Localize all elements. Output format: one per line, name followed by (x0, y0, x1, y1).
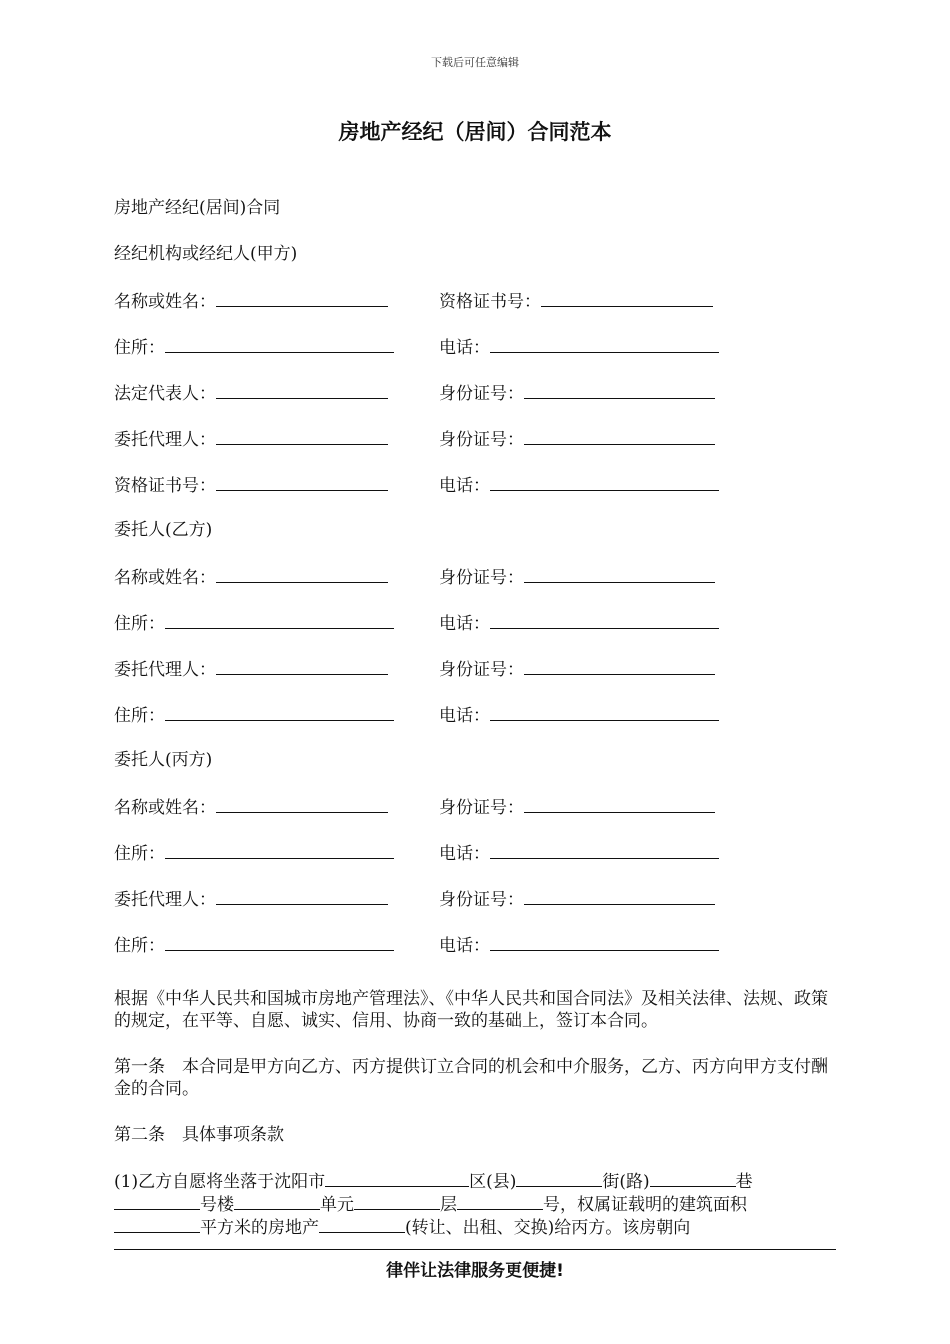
field-label: 身份证号： (439, 568, 524, 588)
fill-blank[interactable] (524, 564, 715, 583)
field-label: 电话： (439, 706, 490, 726)
field-label: 身份证号： (439, 430, 524, 450)
clause-text: (转让、出租、交换)给丙方。该房朝向 (405, 1218, 691, 1238)
clause-text: 层 (440, 1195, 457, 1215)
contract-subtitle: 房地产经纪(居间)合同 (114, 198, 281, 218)
fill-blank[interactable] (490, 334, 719, 353)
field-row (114, 288, 836, 334)
article-2-heading: 第二条 具体事项条款 (114, 1125, 284, 1145)
footer-divider (114, 1249, 836, 1250)
field-label: 资格证书号： (114, 476, 216, 496)
fill-blank[interactable] (216, 472, 388, 491)
fill-blank[interactable] (524, 886, 715, 905)
field-label: 名称或姓名： (114, 568, 216, 588)
clause-text: 号，权属证载明的建筑面积 (543, 1195, 747, 1215)
field-label: 名称或姓名： (114, 292, 216, 312)
party-a-heading: 经纪机构或经纪人(甲方) (114, 244, 298, 264)
fill-blank[interactable] (490, 702, 719, 721)
field-label: 住所： (114, 706, 165, 726)
clause-text: 平方米的房地产 (200, 1218, 319, 1238)
fill-blank[interactable] (165, 610, 394, 629)
field-label: 委托代理人： (114, 660, 216, 680)
fill-blank[interactable] (165, 334, 394, 353)
field-row (114, 380, 836, 426)
fill-blank[interactable] (541, 288, 713, 307)
field-label: 电话： (439, 936, 490, 956)
fill-blank[interactable] (524, 656, 715, 675)
fill-blank[interactable] (216, 380, 388, 399)
fill-blank[interactable] (524, 426, 715, 445)
fill-blank[interactable] (490, 840, 719, 859)
field-label: 身份证号： (439, 384, 524, 404)
fill-blank[interactable] (165, 932, 394, 951)
fill-blank[interactable] (325, 1170, 469, 1187)
field-label: 住所： (114, 936, 165, 956)
clause-1 (114, 1170, 836, 1239)
field-label: 住所： (114, 338, 165, 358)
fill-blank[interactable] (216, 564, 388, 583)
field-label: 委托代理人： (114, 890, 216, 910)
field-label: 法定代表人： (114, 384, 216, 404)
field-label: 身份证号： (439, 660, 524, 680)
fill-blank[interactable] (114, 1216, 200, 1233)
field-label: 委托代理人： (114, 430, 216, 450)
clause-text: 单元 (320, 1195, 354, 1215)
field-row (114, 334, 836, 380)
clause-text: (1)乙方自愿将坐落于沈阳市 (114, 1172, 326, 1192)
fill-blank[interactable] (165, 702, 394, 721)
field-label: 电话： (439, 844, 490, 864)
fill-blank[interactable] (114, 1193, 200, 1210)
document-title: 房地产经纪（居间）合同范本 (338, 120, 612, 144)
fill-blank[interactable] (516, 1170, 602, 1187)
field-row (114, 426, 836, 472)
fill-blank[interactable] (354, 1193, 440, 1210)
fill-blank[interactable] (216, 426, 388, 445)
fill-blank[interactable] (216, 288, 388, 307)
party-a-fields (114, 288, 836, 518)
field-row (114, 840, 836, 886)
field-row (114, 472, 836, 518)
fill-blank[interactable] (319, 1216, 405, 1233)
fill-blank[interactable] (490, 932, 719, 951)
clause-text: 巷 (735, 1172, 753, 1192)
field-label: 身份证号： (439, 890, 524, 910)
footer-slogan: 律伴让法律服务更便捷! (386, 1261, 564, 1281)
party-c-heading: 委托人(丙方) (114, 750, 213, 770)
party-b-heading: 委托人(乙方) (114, 520, 213, 540)
clause-text: 号楼 (200, 1195, 234, 1215)
header-note: 下载后可任意编辑 (431, 56, 519, 69)
field-label: 名称或姓名： (114, 798, 216, 818)
field-row (114, 564, 836, 610)
preamble-paragraph: 根据《中华人民共和国城市房地产管理法》、《中华人民共和国合同法》及相关法律、法规、政策的规定，在平等、自愿、诚实、信用、协商一致的基础上，签订本合同。 (114, 989, 828, 1031)
field-row (114, 794, 836, 840)
field-row (114, 656, 836, 702)
article-1: 第一条 本合同是甲方向乙方、丙方提供订立合同的机会和中介服务，乙方、丙方向甲方支付酬金的合同。 (114, 1057, 828, 1099)
fill-blank[interactable] (216, 794, 388, 813)
fill-blank[interactable] (490, 472, 719, 491)
field-row (114, 886, 836, 932)
party-b-fields (114, 564, 836, 748)
fill-blank[interactable] (524, 380, 715, 399)
fill-blank[interactable] (234, 1193, 320, 1210)
clause-text: 街(路) (602, 1172, 650, 1192)
fill-blank[interactable] (457, 1193, 543, 1210)
field-row (114, 702, 836, 748)
fill-blank[interactable] (490, 610, 719, 629)
field-label: 电话： (439, 476, 490, 496)
party-c-fields (114, 794, 836, 978)
field-label: 住所： (114, 844, 165, 864)
fill-blank[interactable] (216, 656, 388, 675)
field-label: 资格证书号： (439, 292, 541, 312)
field-label: 电话： (439, 614, 490, 634)
document-body (114, 196, 836, 1239)
field-row (114, 932, 836, 978)
field-label: 住所： (114, 614, 165, 634)
fill-blank[interactable] (650, 1170, 736, 1187)
fill-blank[interactable] (165, 840, 394, 859)
clause-text: 区(县) (469, 1172, 517, 1192)
field-row (114, 610, 836, 656)
fill-blank[interactable] (216, 886, 388, 905)
fill-blank[interactable] (524, 794, 715, 813)
field-label: 身份证号： (439, 798, 524, 818)
field-label: 电话： (439, 338, 490, 358)
